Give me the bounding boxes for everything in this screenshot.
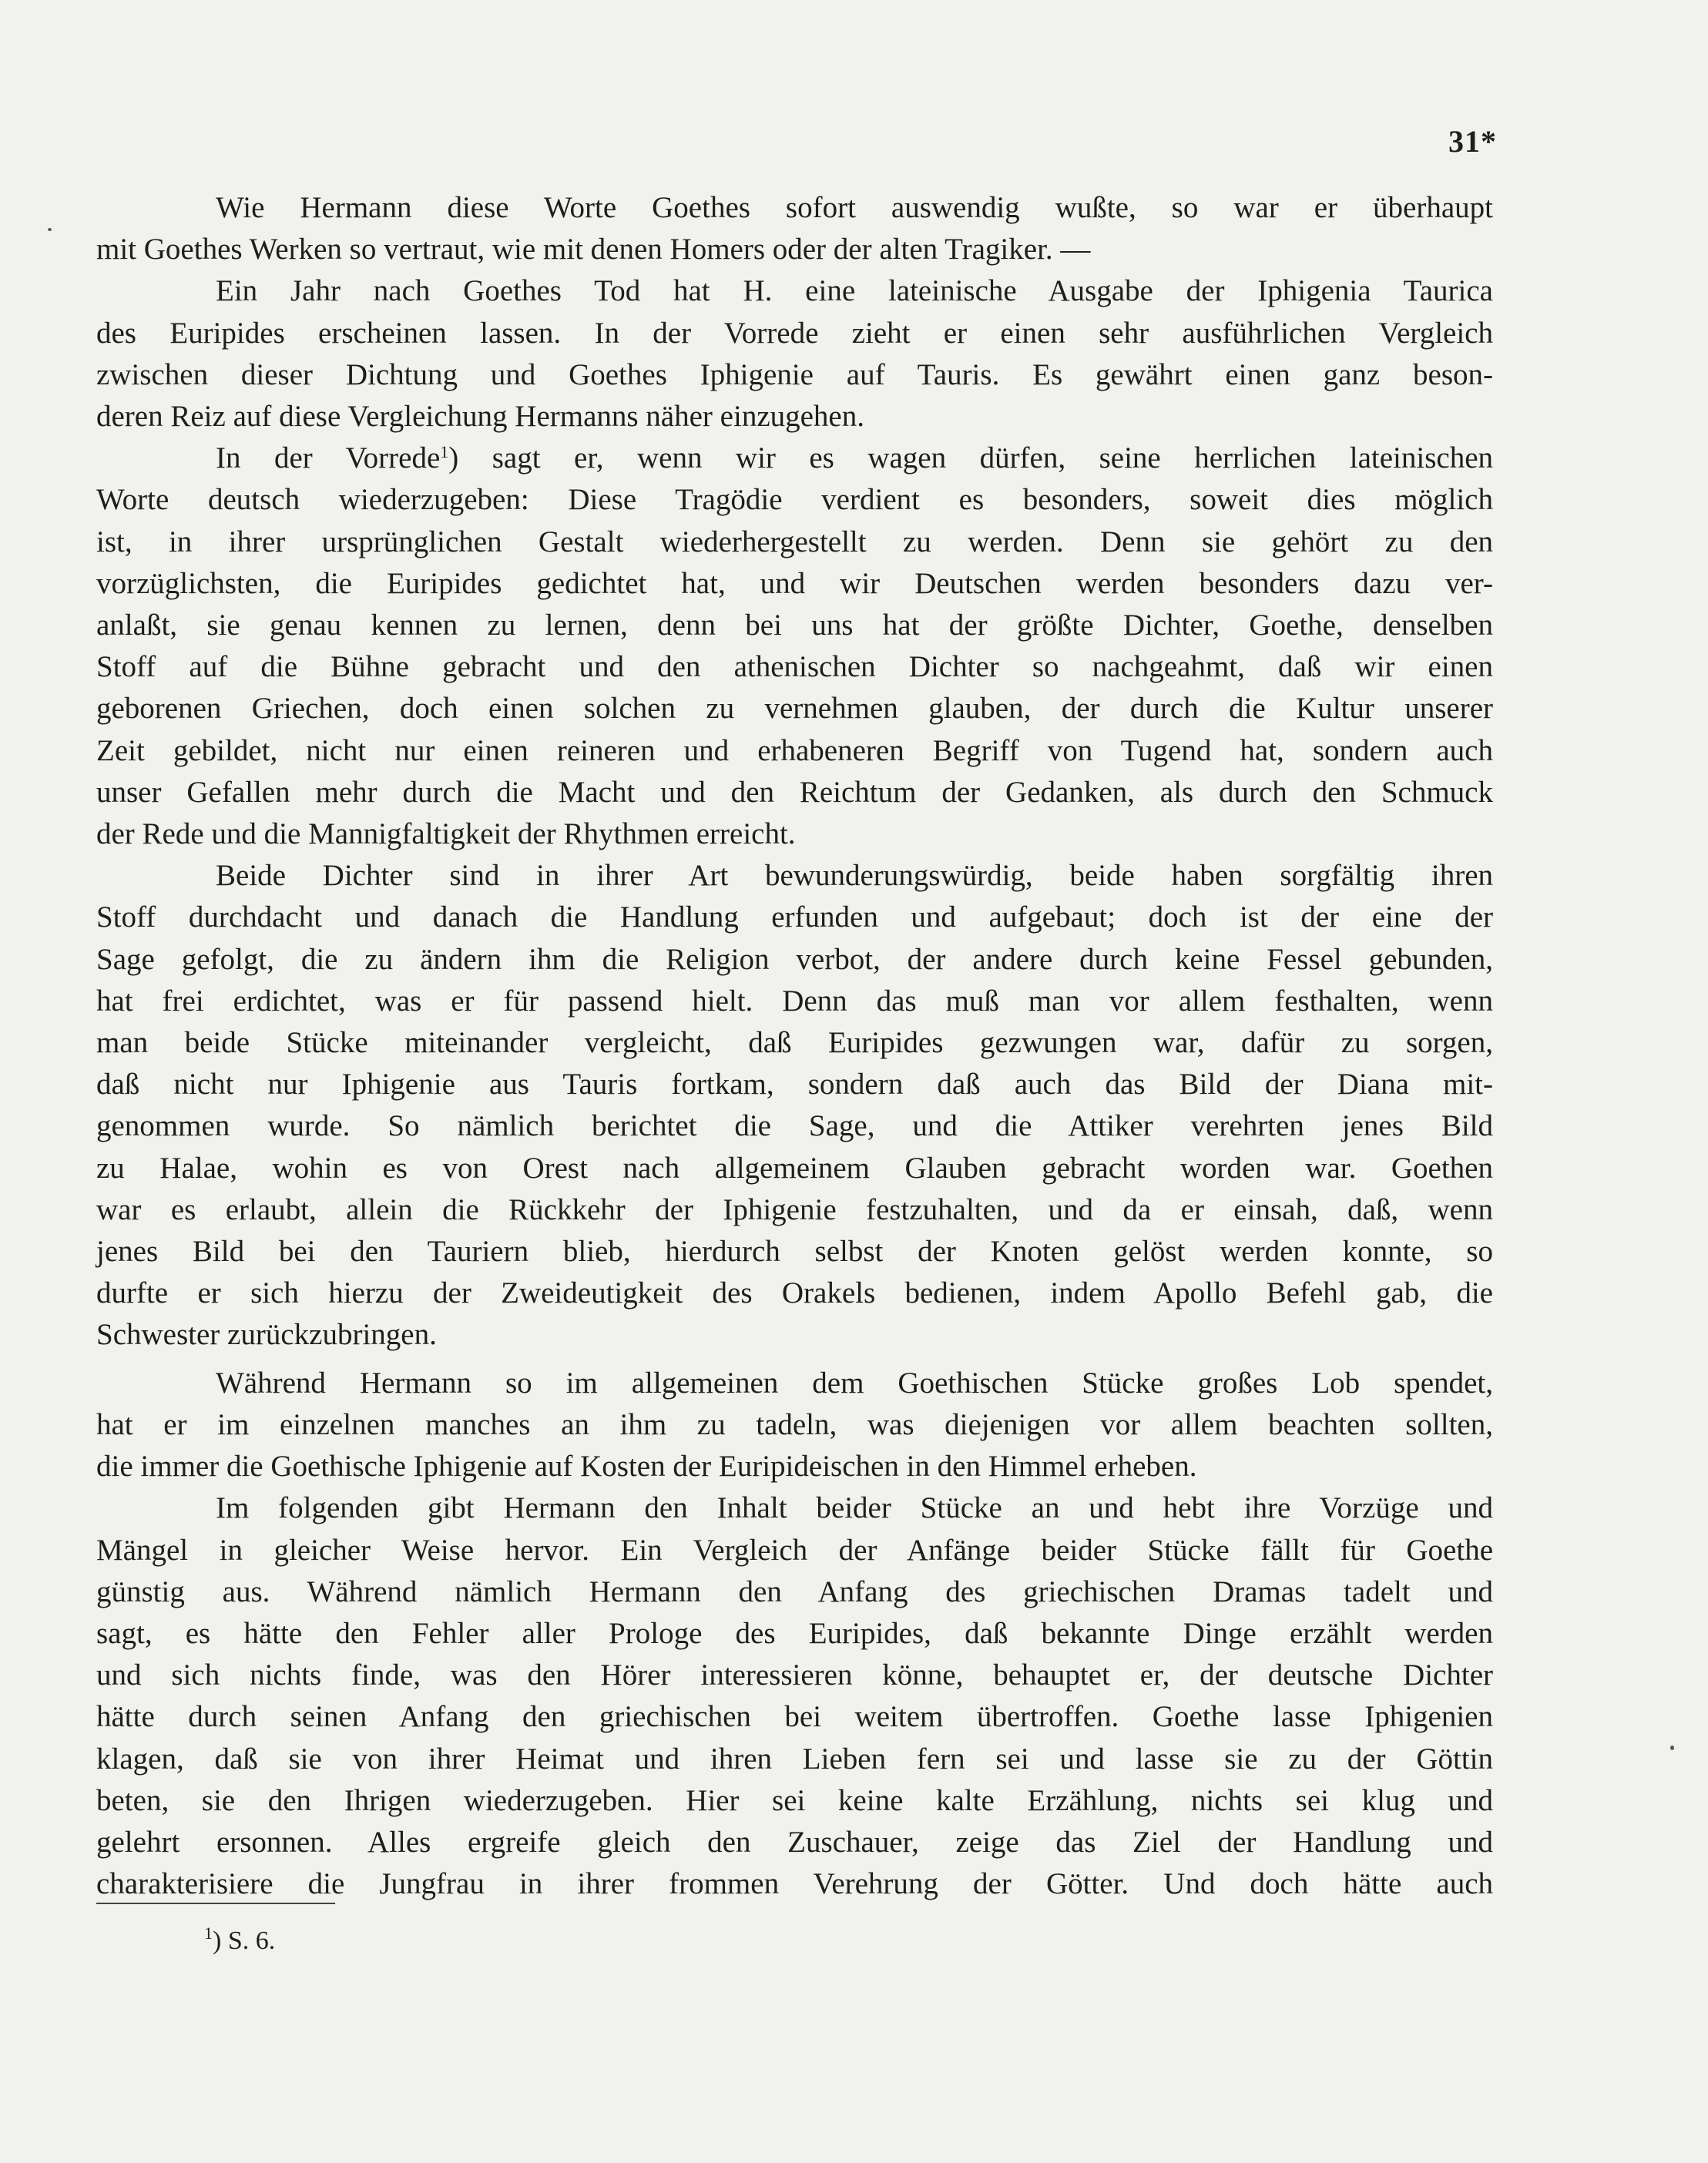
text-line: unser Gefallen mehr durch die Macht und den Reichtum der Gedanken, als durch den Schmuck [96, 775, 1493, 809]
text-line: war es erlaubt, allein die Rückkehr der Iphigenie festzuhalten, und da er einsah, daß, wenn [96, 1192, 1493, 1226]
text-line: man beide Stücke miteinander vergleicht, daß Euripides gezwungen war, dafür zu sorgen, [96, 1026, 1493, 1060]
text-line: zu Halae, wohin es von Orest nach allgemeinem Glauben gebracht worden war. Goethen [96, 1151, 1493, 1185]
text-line: Stoff auf die Bühne gebracht und den athenischen Dichter so nachgeahmt, daß wir einen [96, 650, 1493, 684]
text-line: sagt, es hätte den Fehler aller Prologe des Euripides, daß bekannte Dinge erzählt werden [96, 1616, 1493, 1650]
text-line: genommen wurde. So nämlich berichtet die Sage, und die Attiker verehrten jenes Bild [96, 1109, 1493, 1143]
text-line: klagen, daß sie von ihrer Heimat und ihren Lieben fern sei und lasse sie zu der Göttin [96, 1742, 1493, 1776]
text-line: und sich nichts finde, was den Hörer interessieren könne, behauptet er, der deutsche Dichter [96, 1658, 1493, 1692]
text-line: zwischen dieser Dichtung und Goethes Iphigenie auf Tauris. Es gewährt einen ganz beson- [96, 357, 1493, 391]
text-line: geborenen Griechen, doch einen solchen zu vernehmen glauben, der durch die Kultur unserer [96, 692, 1493, 726]
text-line: Während Hermann so im allgemeinen dem Goethischen Stücke großes Lob spendet, [216, 1366, 1493, 1400]
text-line: Zeit gebildet, nicht nur einen reineren und erhabeneren Begriff von Tugend hat, sondern auch [96, 733, 1493, 767]
footnote-marker: 1 [204, 1923, 213, 1943]
text-fragment: In der Vorrede [216, 441, 441, 475]
text-fragment: ) sagt er, wenn wir es wagen dürfen, seine herrlichen lateinischen [448, 441, 1493, 475]
text-line: mit Goethes Werken so vertraut, wie mit denen Homers oder der alten Tragiker. — [96, 233, 1091, 267]
text-line: gelehrt ersonnen. Alles ergreife gleich den Zuschauer, zeige das Ziel der Handlung und [96, 1825, 1493, 1859]
text-line: Wie Hermann diese Worte Goethes sofort auswendig wußte, so war er überhaupt [216, 191, 1493, 224]
text-line: der Rede und die Mannigfaltigkeit der Rhythmen erreicht. [96, 817, 796, 851]
scan-speck [1670, 1745, 1674, 1750]
text-line: anlaßt, sie genau kennen zu lernen, denn bei uns hat der größte Dichter, Goethe, denselben [96, 609, 1493, 642]
text-line: günstig aus. Während nämlich Hermann den Anfang des griechischen Dramas tadelt und [96, 1574, 1493, 1608]
text-line: Mängel in gleicher Weise hervor. Ein Vergleich der Anfänge beider Stücke fällt für Goethe [96, 1533, 1493, 1567]
text-line: durfte er sich hierzu der Zweideutigkeit des Orakels bedienen, indem Apollo Befehl gab, die [96, 1276, 1493, 1310]
body-text [96, 187, 1493, 1905]
footnote-divider [96, 1903, 335, 1904]
text-line: die immer die Goethische Iphigenie auf Kosten der Euripideischen in den Himmel erheben. [96, 1450, 1197, 1484]
text-line: hat er im einzelnen manches an ihm zu tadeln, was diejenigen vor allem beachten sollten, [96, 1407, 1493, 1441]
page-number: 31* [1448, 124, 1497, 159]
text-line: jenes Bild bei den Tauriern blieb, hierdurch selbst der Knoten gelöst werden konnte, so [96, 1235, 1493, 1269]
text-line: Im folgenden gibt Hermann den Inhalt beider Stücke an und hebt ihre Vorzüge und [216, 1491, 1493, 1525]
footnote-ref: 1 [440, 442, 449, 462]
text-line: Stoff durchdacht und danach die Handlung erfunden und aufgebaut; doch ist der eine der [96, 900, 1493, 934]
text-line: daß nicht nur Iphigenie aus Tauris fortkam, sondern daß auch das Bild der Diana mit- [96, 1068, 1493, 1102]
text-line: deren Reiz auf diese Vergleichung Hermanns näher einzugehen. [96, 400, 864, 434]
text-line: hätte durch seinen Anfang den griechischen bei weitem übertroffen. Goethe lasse Iphigenien [96, 1700, 1493, 1734]
text-line: vorzüglichsten, die Euripides gedichtet hat, und wir Deutschen werden besonders dazu ver- [96, 566, 1493, 600]
text-line [96, 438, 1493, 479]
text-line: beten, sie den Ihrigen wiederzugeben. Hier sei keine kalte Erzählung, nichts sei klug und [96, 1783, 1493, 1817]
footnote [204, 1923, 276, 1957]
text-line: Sage gefolgt, die zu ändern ihm die Religion verbot, der andere durch keine Fessel gebunden, [96, 942, 1493, 976]
footnote-text: ) S. 6. [213, 1927, 276, 1955]
scan-speck [48, 228, 52, 231]
text-line: ist, in ihrer ursprünglichen Gestalt wiederhergestellt zu werden. Denn sie gehört zu den [96, 525, 1493, 558]
text-line: Schwester zurückzubringen. [96, 1318, 437, 1352]
text-line: Beide Dichter sind in ihrer Art bewunderungswürdig, beide haben sorgfältig ihren [216, 859, 1493, 893]
text-line: Ein Jahr nach Goethes Tod hat H. eine lateinische Ausgabe der Iphigenia Taurica [216, 274, 1493, 308]
text-line: charakterisiere die Jungfrau in ihrer frommen Verehrung der Götter. Und doch hätte auch [96, 1867, 1493, 1901]
text-line: des Euripides erscheinen lassen. In der Vorrede zieht er einen sehr ausführlichen Vergleich [96, 316, 1493, 350]
text-line: Worte deutsch wiederzugeben: Diese Tragödie verdient es besonders, soweit dies möglich [96, 483, 1493, 517]
text-line: hat frei erdichtet, was er für passend hielt. Denn das muß man vor allem festhalten, wenn [96, 984, 1493, 1018]
